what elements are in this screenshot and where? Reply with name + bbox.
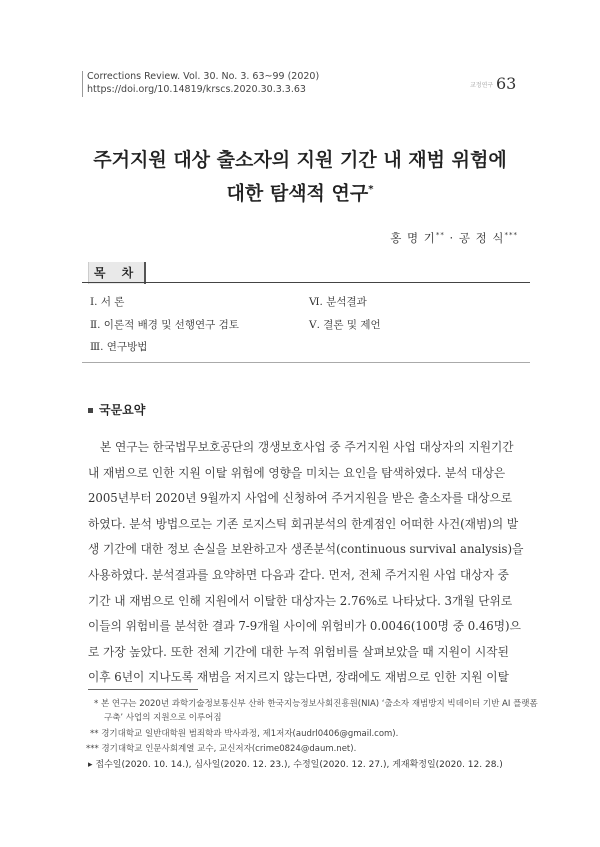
- footnote-funding-cont: 구축’ 사업의 지원으로 이루어짐: [104, 713, 222, 723]
- header-rule: [82, 71, 83, 97]
- footnote-divider: [88, 689, 198, 690]
- footnote-author2: *** 경기대학교 인문사회계열 교수, 교신저자(crime0824@daum.net).: [86, 744, 357, 754]
- journal-line: Corrections Review. Vol. 30. No. 3. 63~99 (2020): [87, 71, 320, 82]
- running-mark: 교정연구: [470, 82, 494, 89]
- toc-item[interactable]: Ⅵ. 분석결과: [309, 296, 367, 308]
- abstract-line: 사용하였다. 분석결과를 요약하면 다음과 같다. 먼저, 전체 주거지원 사업 대상자 중: [88, 568, 509, 582]
- footnote-author1: ** 경기대학교 일반대학원 범죄학과 박사과정, 제1저자(audrl0406@gmail.com).: [90, 729, 399, 739]
- abstract-line: 본 연구는 한국법무보호공단의 갱생보호사업 중 주거지원 사업 대상자의 지원기간: [100, 440, 514, 454]
- toc-label: 목 차: [88, 262, 146, 284]
- abstract-line: 하였다. 분석 방법으로는 기존 로지스틱 회귀분석의 한계점인 어떠한 사건(재범)의 발: [88, 517, 519, 531]
- footnote-funding: * 본 연구는 2020년 과학기술정보통신부 산하 한국지능정보사회진흥원(NIA) ‘출소자 재범방지 빅데이터 기반 AI 플랫폼: [94, 699, 538, 709]
- abstract-heading: [88, 401, 145, 418]
- toc-item[interactable]: Ⅱ. 이론적 배경 및 선행연구 검토: [90, 319, 239, 331]
- abstract-line: 2005년부터 2020년 9월까지 사업에 신청하여 주거지원을 받은 출소자를 대상으로: [88, 491, 513, 505]
- toc-item[interactable]: Ⅰ. 서 론: [90, 296, 125, 308]
- abstract-line: 생 기간에 대한 정보 손실을 보완하고자 생존분석(continuous survival analysis)을: [88, 542, 524, 556]
- square-bullet-icon: [88, 408, 93, 413]
- author-list: [390, 230, 518, 246]
- author-footnote-marker: ***: [504, 231, 518, 240]
- doi-link[interactable]: https://doi.org/10.14819/krscs.2020.30.3.3.63: [87, 84, 306, 95]
- abstract-line: 이들의 위험비를 분석한 결과 7-9개월 사이에 위험비가 0.0046(100명 중 0.46명)으: [88, 619, 521, 633]
- journal-citation: [87, 70, 319, 96]
- abstract-heading-text: 국문요약: [99, 403, 146, 417]
- title-line-1: 주거지원 대상 출소자의 지원 기간 내 재범 위험에: [93, 149, 507, 171]
- abstract-line: 내 재범으로 인한 지원 이탈 위험에 영향을 미치는 요인을 탐색하였다. 분석 대상은: [88, 466, 506, 480]
- author-footnote-marker: **: [435, 231, 445, 240]
- submission-dates: ▸ 접수일(2020. 10. 14.), 심사일(2020. 12. 23.), 수정일(2020. 12. 27.), 게재확정일(2020. 12. 28.): [88, 760, 503, 770]
- abstract-line: 기간 내 재범으로 인해 지원에서 이탈한 대상자는 2.76%로 나타났다. 3개월 단위로: [88, 594, 513, 608]
- toc-item[interactable]: Ⅲ. 연구방법: [90, 341, 148, 353]
- author-name: 홍 명 기: [390, 231, 436, 245]
- page-number: 63: [496, 74, 517, 93]
- toc-item[interactable]: Ⅴ. 결론 및 제언: [309, 319, 381, 331]
- author-name: 공 정 식: [458, 231, 505, 245]
- table-of-contents: [82, 282, 530, 363]
- paper-title: [60, 146, 540, 208]
- abstract-line: 이후 6년이 지나도록 재범을 저지르지 않는다면, 장래에도 재범으로 인한 지원 이탈: [88, 670, 509, 684]
- abstract-line: 로 가장 높았다. 또한 전체 기간에 대한 누적 위험비를 살펴보았을 때 지원이 시작된: [88, 645, 509, 659]
- title-footnote-marker: *: [368, 184, 374, 195]
- author-separator: ·: [449, 231, 455, 245]
- title-line-2: 대한 탐색적 연구: [226, 182, 369, 205]
